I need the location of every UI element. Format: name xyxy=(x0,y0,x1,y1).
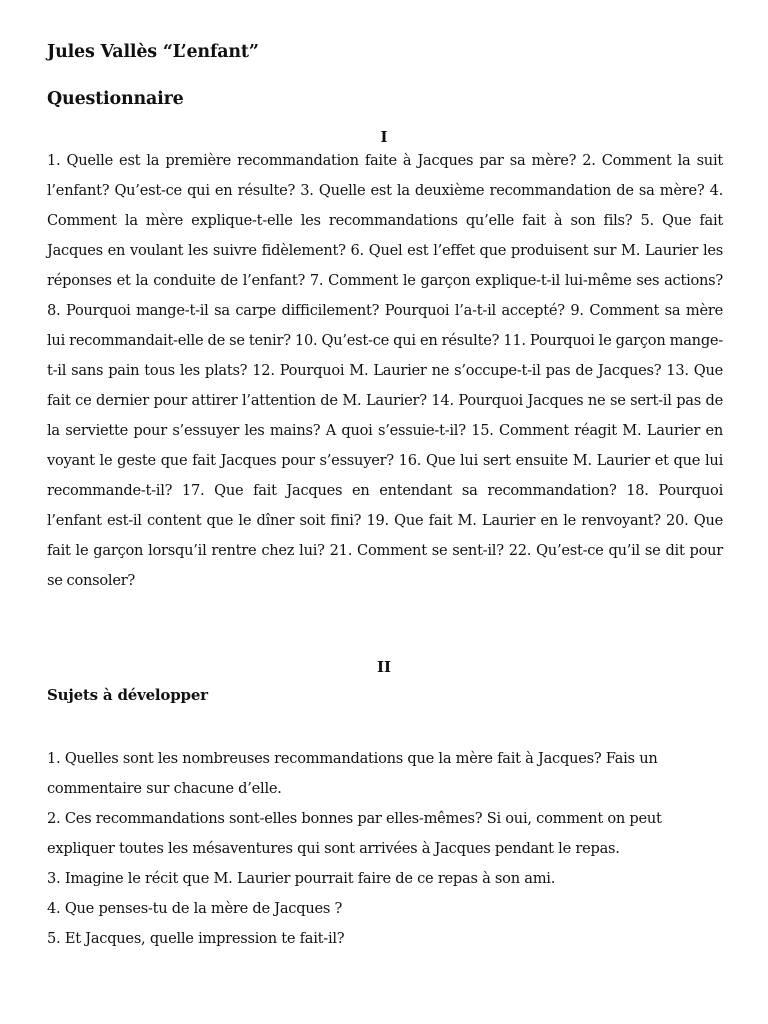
list-item: 5. Et Jacques, quelle impression te fait-il? xyxy=(47,930,345,947)
part-two-heading: Sujets à développer xyxy=(47,686,208,704)
topics-list xyxy=(47,744,723,954)
list-item: 2. Ces recommandations sont-elles bonnes par elles-mêmes? Si oui, comment on peut expliquer toutes les mésaventures qui sont arrivées à Jacques pendant le repas. xyxy=(47,810,662,857)
part-one-numeral: I xyxy=(380,128,388,146)
document-title: Jules Vallès “L’enfant” xyxy=(47,42,259,62)
part-two-numeral: II xyxy=(376,658,392,676)
part-one-questions: 1. Quelle est la première recommandation faite à Jacques par sa mère? 2. Comment la suit l’enfant? Qu’est-ce qui en résulte? 3. Quelle est la deuxième recommandation de sa mère? 4. Comment la mère explique-t-elle les recommandations qu’elle fait à son fils? 5. Que fait Jacques en voulant les suivre fidèlement? 6. Quel est l’effet que produisent sur M. Laurier les réponses et la conduite de l’enfant? 7. Comment le garçon explique-t-il lui-même ses actions? 8. Pourquoi mange-t-il sa carpe difficilement? Pourquoi l’a-t-il accepté? 9. Comment sa mère lui recommandait-elle de se tenir? 10. Qu’est-ce qui en résulte? 11. Pourquoi le garçon mange-t-il sans pain tous les plats? 12. Pourquoi M. Laurier ne s’occupe-t-il pas de Jacques? 13. Que fait ce dernier pour attirer l’attention de M. Laurier? 14. Pourquoi Jacques ne se sert-il pas de la serviette pour s’essuyer les mains? A quoi s’essuie-t-il? 15. Comment réagit M. Laurier en voyant le geste que fait Jacques pour s’essuyer? 16. Que lui sert ensuite M. Laurier et que lui recommande-t-il? 17. Que fait Jacques en entendant sa recommandation? 18. Pourquoi l’enfant est-il content que le dîner soit fini? 19. Que fait M. Laurier en le renvoyant? 20. Que fait le garçon lorsqu’il rentre chez lui? 21. Comment se sent-il? 22. Qu’est-ce qu’il se dit pour se consoler? xyxy=(47,152,723,589)
questionnaire-heading: Questionnaire xyxy=(47,89,184,109)
list-item: 4. Que penses-tu de la mère de Jacques ? xyxy=(47,900,343,917)
list-item: 3. Imagine le récit que M. Laurier pourrait faire de ce repas à son ami. xyxy=(47,870,556,887)
list-item: 1. Quelles sont les nombreuses recommandations que la mère fait à Jacques? Fais un commentaire sur chacune d’elle. xyxy=(47,750,658,797)
